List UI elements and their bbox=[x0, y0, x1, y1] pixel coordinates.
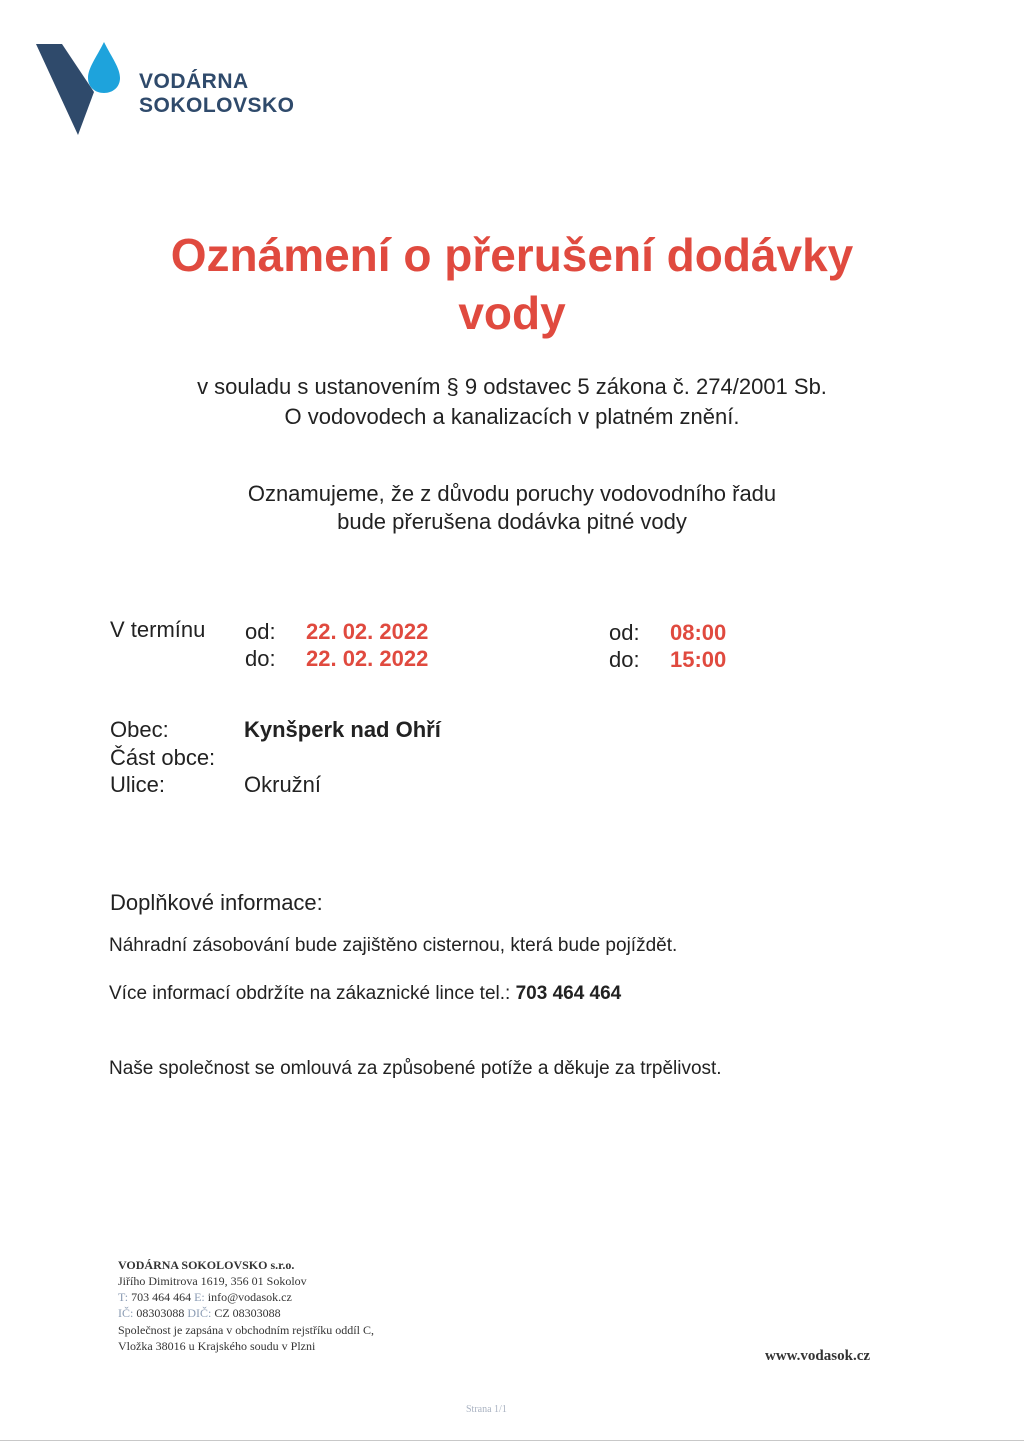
date-from-value: 22. 02. 2022 bbox=[306, 619, 429, 644]
ulice-label: Ulice: bbox=[110, 772, 166, 797]
footer-ids bbox=[118, 1306, 281, 1321]
brand-name-line2: SOKOLOVSKO bbox=[139, 94, 295, 117]
obec-value: Kynšperk nad Ohří bbox=[244, 717, 441, 742]
date-from-label: od: bbox=[245, 619, 276, 644]
company-website: www.vodasok.cz bbox=[765, 1348, 871, 1364]
page-bottom-divider bbox=[0, 1440, 1024, 1441]
vodarna-logo-icon bbox=[34, 40, 124, 140]
legal-reference-line1: v souladu s ustanovením § 9 odstavec 5 zákona č. 274/2001 Sb. bbox=[197, 374, 827, 399]
footer-contact bbox=[118, 1290, 292, 1305]
page-number: Strana 1/1 bbox=[466, 1404, 507, 1415]
info-line2-prefix: Více informací obdržíte na zákaznické lince tel.: bbox=[109, 983, 516, 1004]
announcement-line2: bude přerušena dodávka pitné vody bbox=[337, 509, 687, 534]
footer-phone: 703 464 464 bbox=[131, 1290, 192, 1304]
footer-dic: CZ 08303088 bbox=[214, 1306, 281, 1320]
footer-email: info@vodasok.cz bbox=[207, 1290, 292, 1304]
footer-registry-line1: Společnost je zapsána v obchodním rejstříku oddíl C, bbox=[118, 1323, 374, 1337]
date-to-value: 22. 02. 2022 bbox=[306, 646, 429, 671]
info-heading: Doplňkové informace: bbox=[110, 890, 323, 915]
footer-ic-label: IČ: bbox=[118, 1306, 134, 1320]
customer-phone: 703 464 464 bbox=[515, 983, 622, 1004]
ulice-value: Okružní bbox=[244, 772, 322, 797]
time-to-label: do: bbox=[609, 647, 640, 672]
obec-label: Obec: bbox=[110, 717, 169, 742]
footer-dic-label: DIČ: bbox=[187, 1306, 212, 1320]
info-line1: Náhradní zásobování bude zajištěno cisternou, která bude pojíždět. bbox=[109, 935, 678, 956]
date-to-label: do: bbox=[245, 646, 276, 671]
notice-title-line2: vody bbox=[458, 287, 566, 339]
time-to-value: 15:00 bbox=[670, 647, 727, 672]
footer-registry-line2: Vložka 38016 u Krajského soudu v Plzni bbox=[118, 1339, 316, 1353]
footer-email-label: E: bbox=[194, 1290, 205, 1304]
notice-title-line1: Oznámení o přerušení dodávky bbox=[170, 229, 854, 281]
time-from-label: od: bbox=[609, 620, 640, 645]
legal-reference-line2: O vodovodech a kanalizacích v platném znění. bbox=[284, 404, 740, 429]
cast-obce-label: Část obce: bbox=[110, 745, 216, 770]
footer-company: VODÁRNA SOKOLOVSKO s.r.o. bbox=[118, 1258, 295, 1272]
footer-address: Jiřího Dimitrova 1619, 356 01 Sokolov bbox=[118, 1274, 307, 1288]
footer-ic: 08303088 bbox=[136, 1306, 185, 1320]
info-line2 bbox=[109, 983, 621, 1005]
apology-text: Naše společnost se omlouvá za způsobené potíže a děkuje za trpělivost. bbox=[109, 1058, 722, 1079]
footer-phone-label: T: bbox=[118, 1290, 129, 1304]
announcement-line1: Oznamujeme, že z důvodu poruchy vodovodního řadu bbox=[247, 481, 777, 506]
term-label: V termínu bbox=[110, 617, 206, 642]
time-from-value: 08:00 bbox=[670, 620, 727, 645]
brand-name-line1: VODÁRNA bbox=[139, 70, 249, 93]
